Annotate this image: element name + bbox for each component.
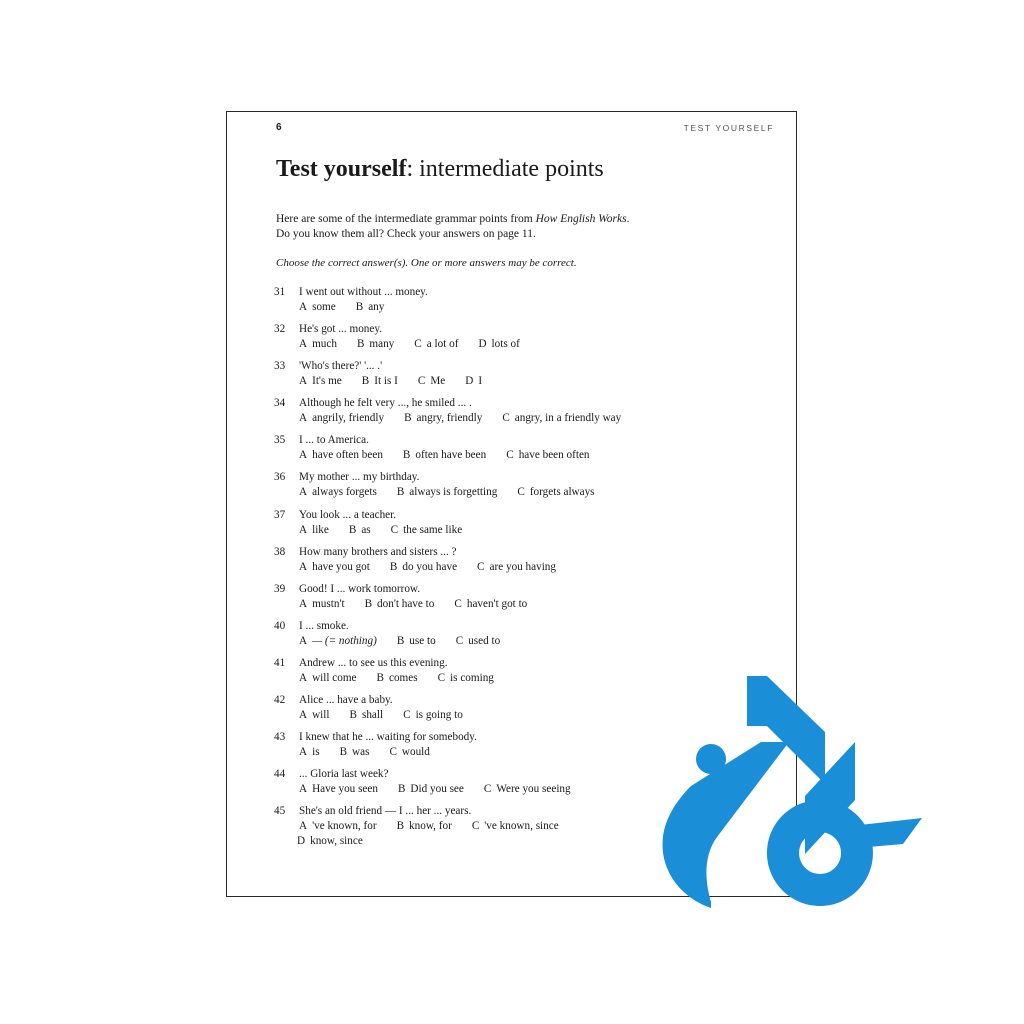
question-line	[274, 470, 754, 485]
question-number: 43	[274, 731, 286, 744]
option-letter: D	[465, 375, 474, 388]
option-text: comes	[389, 671, 418, 684]
option-text: the same like	[403, 523, 463, 536]
option-text: I	[478, 375, 483, 388]
answer-options	[274, 560, 754, 575]
question-35	[274, 433, 754, 470]
question-number: 41	[274, 656, 286, 669]
answer-option	[357, 337, 394, 352]
answer-options	[274, 300, 754, 315]
question-number: 40	[274, 619, 286, 632]
answer-option	[391, 523, 463, 538]
answer-option	[502, 411, 621, 426]
answer-options	[274, 411, 754, 426]
logo-left-curve	[663, 742, 789, 908]
question-line	[274, 433, 754, 448]
answer-option	[299, 597, 345, 612]
question-line	[274, 582, 754, 597]
question-text: How many brothers and sisters ... ?	[299, 545, 457, 558]
answer-options	[274, 337, 754, 352]
question-line	[274, 359, 754, 374]
title-rest: : intermediate points	[406, 156, 604, 182]
option-letter: B	[396, 820, 405, 833]
option-text: always forgets	[312, 486, 377, 499]
answer-option	[299, 819, 377, 834]
option-letter: D	[297, 835, 306, 848]
answer-option	[299, 560, 370, 575]
question-text: My mother ... my birthday.	[299, 471, 420, 484]
option-text: as	[361, 523, 371, 536]
option-letter: C	[517, 486, 525, 499]
option-text: lots of	[491, 338, 520, 351]
question-number: 36	[274, 471, 286, 484]
option-letter: A	[299, 820, 308, 833]
option-text: do you have	[402, 560, 458, 573]
question-line	[274, 285, 754, 300]
option-letter: B	[389, 560, 398, 573]
option-text: some	[312, 301, 336, 313]
answer-option	[299, 671, 357, 686]
option-text: many	[369, 338, 395, 351]
question-line	[274, 508, 754, 523]
logo-ring	[767, 800, 873, 906]
answer-option	[397, 485, 498, 500]
option-text: Were you seeing	[496, 783, 571, 796]
answer-option	[438, 671, 494, 686]
running-head: TEST YOURSELF	[683, 123, 774, 133]
option-letter: C	[389, 746, 397, 759]
question-34	[274, 396, 754, 433]
answer-option	[403, 448, 486, 463]
option-letter: C	[454, 597, 462, 610]
question-text: Good! I ... work tomorrow.	[299, 582, 421, 595]
page-number: 6	[276, 122, 282, 133]
answer-options	[274, 523, 754, 538]
answer-option	[403, 708, 463, 723]
option-text: have often been	[312, 449, 383, 462]
intro-paragraph	[276, 212, 629, 242]
answer-option	[299, 448, 383, 463]
option-text: — (= nothing)	[312, 634, 377, 647]
option-text: have you got	[312, 560, 370, 573]
option-letter: D	[478, 338, 487, 351]
option-letter: C	[390, 523, 399, 536]
option-text: is going to	[415, 709, 463, 722]
option-text: don't have to	[377, 597, 435, 610]
option-text: mustn't	[312, 597, 345, 610]
answer-option	[362, 374, 398, 389]
question-text: Alice ... have a baby.	[299, 694, 393, 707]
option-letter: B	[339, 746, 348, 759]
option-letter: A	[299, 338, 308, 351]
answer-option	[299, 300, 336, 315]
option-text: angry, in a friendly way	[514, 412, 622, 425]
instruction: Choose the correct answer(s). One or more answers may be correct.	[276, 257, 577, 269]
answer-option	[349, 523, 371, 538]
option-letter: C	[417, 375, 426, 388]
option-letter: A	[299, 746, 308, 759]
answer-option	[484, 782, 571, 797]
answer-options	[274, 485, 754, 500]
question-33	[274, 359, 754, 396]
question-37	[274, 508, 754, 545]
question-text: ... Gloria last week?	[299, 768, 389, 781]
option-letter: C	[506, 449, 514, 462]
option-text: It is I	[374, 375, 398, 388]
option-text: Did you see	[410, 783, 464, 796]
intro-line-1	[276, 212, 629, 227]
question-number: 33	[274, 360, 286, 373]
option-text: use to	[409, 634, 436, 647]
option-text: will come	[312, 671, 357, 684]
answer-option	[472, 819, 559, 834]
question-line	[274, 322, 754, 337]
option-letter: A	[299, 783, 308, 796]
answer-options	[274, 634, 754, 649]
answer-option	[404, 411, 482, 426]
option-letter: A	[299, 709, 308, 722]
option-text: often have been	[415, 449, 487, 462]
answer-option	[340, 745, 370, 760]
option-text: 've known, for	[312, 820, 377, 833]
page-title	[276, 156, 604, 183]
question-number: 37	[274, 508, 286, 521]
option-text: any	[368, 301, 385, 313]
option-text: angry, friendly	[416, 412, 483, 425]
option-text: are you having	[489, 560, 556, 573]
option-letter: B	[355, 301, 364, 313]
answer-option	[397, 819, 452, 834]
question-32	[274, 322, 754, 359]
option-letter: A	[299, 560, 308, 573]
answer-option	[350, 708, 384, 723]
question-31	[274, 285, 754, 322]
question-40	[274, 619, 754, 656]
option-letter: B	[364, 597, 373, 610]
option-letter: B	[349, 709, 357, 722]
question-number: 39	[274, 582, 286, 595]
answer-option	[356, 300, 385, 315]
option-letter: A	[299, 412, 308, 425]
option-text: like	[312, 523, 329, 536]
question-text: I ... to America.	[299, 434, 369, 447]
answer-option	[398, 782, 464, 797]
option-letter: C	[477, 560, 485, 573]
option-letter: C	[455, 634, 464, 647]
option-text: have been often	[518, 449, 590, 462]
option-text: angrily, friendly	[312, 412, 385, 425]
option-text: know, since	[310, 835, 363, 848]
question-line	[274, 619, 754, 634]
question-text: She's an old friend — I ... her ... years.	[299, 805, 472, 818]
option-text: used to	[468, 634, 501, 647]
option-text: Have you seen	[312, 783, 378, 796]
answer-option	[478, 337, 519, 352]
answer-option	[390, 560, 457, 575]
option-text: was	[352, 746, 370, 759]
question-number: 32	[274, 323, 286, 336]
option-letter: A	[299, 634, 308, 647]
option-text: 've known, since	[484, 820, 559, 833]
option-text: a lot of	[426, 338, 459, 351]
answer-option	[506, 448, 589, 463]
question-number: 31	[274, 286, 286, 298]
answer-option	[454, 597, 527, 612]
question-number: 44	[274, 768, 286, 781]
answer-option	[517, 485, 594, 500]
question-text: 'Who's there?' '... .'	[299, 360, 383, 373]
option-letter: C	[414, 338, 422, 351]
answer-option	[299, 485, 377, 500]
option-letter: A	[299, 375, 308, 388]
option-letter: A	[299, 486, 308, 499]
answer-option	[299, 708, 330, 723]
title-bold: Test yourself	[276, 156, 407, 182]
answer-option	[397, 634, 436, 649]
option-letter: A	[299, 671, 308, 684]
answer-option	[414, 337, 458, 352]
answer-option	[456, 634, 500, 649]
answer-option	[299, 523, 329, 538]
question-36	[274, 470, 754, 507]
question-text: You look ... a teacher.	[299, 508, 397, 521]
answer-option	[377, 671, 418, 686]
option-text: It's me	[312, 375, 342, 388]
question-text: He's got ... money.	[299, 323, 383, 336]
intro-line-1-text: Here are some of the intermediate grammar points from	[276, 213, 536, 225]
option-letter: A	[299, 597, 308, 610]
answer-option	[299, 411, 384, 426]
question-38	[274, 545, 754, 582]
option-text: much	[312, 338, 337, 351]
option-letter: C	[437, 671, 446, 684]
option-letter: B	[348, 523, 357, 536]
option-letter: B	[361, 375, 370, 388]
option-letter: C	[403, 709, 411, 722]
question-line	[274, 396, 754, 411]
answer-option	[477, 560, 556, 575]
intro-book-title: How English Works	[535, 213, 627, 225]
answer-options	[274, 448, 754, 463]
question-number: 38	[274, 545, 286, 558]
answer-option	[299, 782, 378, 797]
option-letter: A	[299, 301, 308, 313]
option-letter: B	[356, 338, 365, 351]
answer-option	[465, 374, 482, 389]
option-letter: B	[397, 783, 406, 796]
question-line	[274, 656, 754, 671]
option-letter: B	[396, 486, 405, 499]
option-text: always is forgetting	[409, 486, 498, 499]
question-text: Although he felt very ..., he smiled ... .	[299, 397, 472, 410]
option-letter: B	[396, 634, 405, 647]
question-line	[274, 545, 754, 560]
option-letter: B	[376, 671, 384, 684]
option-text: will	[312, 709, 330, 722]
answer-options	[274, 597, 754, 612]
option-letter: A	[299, 523, 308, 536]
question-text: I knew that he ... waiting for somebody.	[299, 731, 477, 744]
publisher-logo-icon	[655, 672, 925, 922]
question-text: Andrew ... to see us this evening.	[299, 656, 448, 669]
option-text: would	[401, 746, 430, 759]
question-number: 35	[274, 434, 286, 447]
option-letter: B	[402, 449, 411, 462]
intro-line-1-end: .	[626, 213, 630, 225]
option-text: know, for	[409, 820, 452, 833]
answer-option	[418, 374, 445, 389]
option-letter: A	[299, 449, 308, 462]
question-39	[274, 582, 754, 619]
option-letter: C	[502, 412, 510, 425]
option-letter: C	[471, 820, 480, 833]
option-letter: C	[483, 783, 492, 796]
option-text: shall	[361, 709, 384, 722]
option-text: is coming	[450, 671, 494, 684]
option-text: forgets always	[529, 486, 595, 499]
option-letter: B	[404, 412, 412, 425]
question-number: 45	[274, 805, 286, 818]
answer-options	[274, 374, 754, 389]
answer-option	[365, 597, 435, 612]
question-number: 42	[274, 694, 286, 707]
question-text: I went out without ... money.	[299, 286, 428, 298]
answer-option	[389, 745, 429, 760]
question-number: 34	[274, 397, 286, 410]
option-text: is	[312, 746, 320, 759]
answer-option	[299, 337, 337, 352]
option-text: haven't got to	[466, 597, 528, 610]
answer-option	[299, 634, 377, 649]
intro-line-2: Do you know them all? Check your answers on page 11.	[276, 228, 536, 240]
answer-option	[299, 374, 342, 389]
question-text: I ... smoke.	[299, 619, 349, 632]
option-text: Me	[430, 375, 446, 388]
answer-option	[299, 745, 320, 760]
